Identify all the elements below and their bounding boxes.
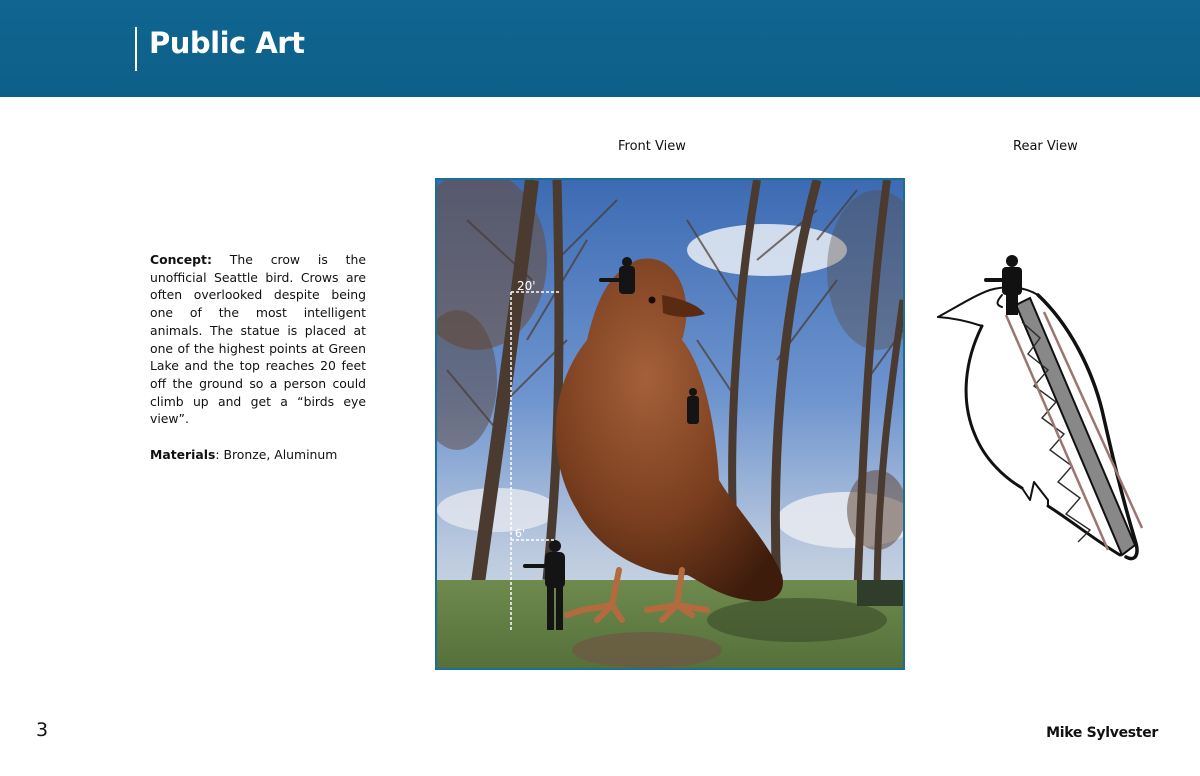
page-number: 3 [36, 719, 49, 741]
paragraph-gap [150, 428, 366, 446]
concept-paragraph [150, 251, 366, 428]
page-title: Public Art [149, 26, 305, 60]
concept-body: The crow is the unofficial Seattle bird. Crows are often overlooked despite being one of the most intelligent animals. The statue is placed at one of the highest points at Green Lake and the top reaches 20 feet off the ground so a person could climb up and get a “birds eye view”. [150, 252, 366, 427]
person-silhouette-rear [984, 255, 1022, 315]
rear-view-drawing [930, 250, 1150, 570]
materials-paragraph [150, 446, 366, 464]
header-divider [135, 27, 137, 71]
front-view-photo [435, 178, 905, 670]
rear-view-label: Rear View [1013, 139, 1078, 154]
front-view-illustration [437, 180, 903, 668]
concept-heading: Concept: [150, 252, 212, 267]
bushes [857, 580, 903, 606]
concept-text-block [150, 251, 366, 463]
front-view-label: Front View [618, 139, 686, 154]
height-20ft-label: 20' [517, 279, 536, 293]
dirt-patch [572, 632, 722, 668]
materials-body: : Bronze, Aluminum [215, 446, 338, 462]
author-name: Mike Sylvester [1046, 725, 1158, 741]
height-6ft-label: 6' [515, 527, 526, 540]
materials-heading: Materials [150, 446, 216, 462]
ladder-cutaway [1016, 298, 1135, 555]
